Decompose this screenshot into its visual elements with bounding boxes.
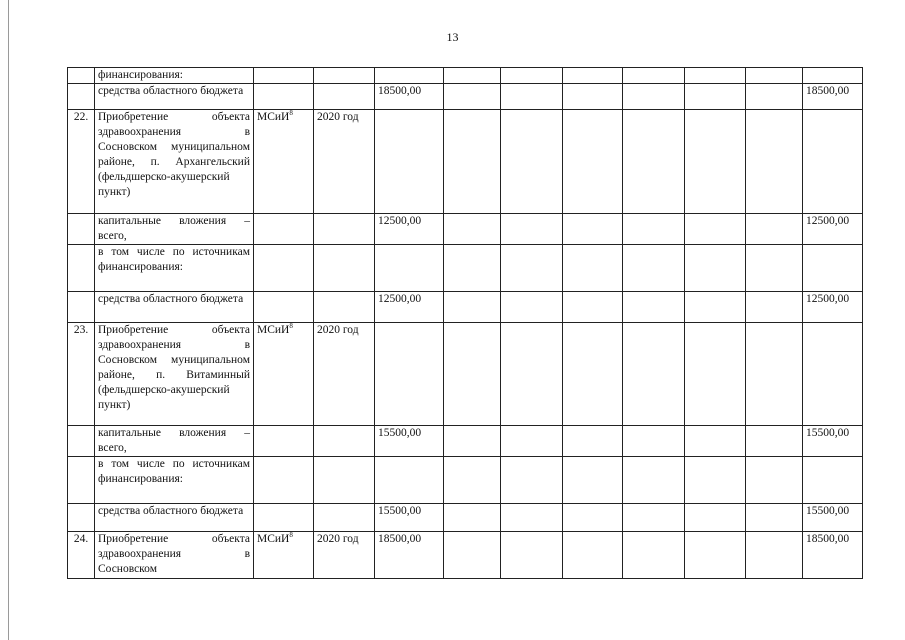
executor-cell (254, 457, 314, 504)
executor-footnote-mark: 8 (289, 531, 293, 540)
empty-cell (746, 457, 803, 504)
item-name-cell: средства областного бюджета (95, 504, 254, 532)
empty-cell (444, 532, 501, 579)
empty-cell (501, 110, 563, 214)
year-cell (314, 292, 375, 323)
empty-cell (563, 426, 623, 457)
empty-cell (444, 245, 501, 292)
table-row (68, 245, 863, 292)
empty-cell (746, 292, 803, 323)
empty-cell (563, 245, 623, 292)
empty-cell (623, 214, 685, 245)
year-cell: 2020 год (314, 532, 375, 579)
amount-cell: 18500,00 (375, 532, 444, 579)
amount-cell (375, 323, 444, 426)
empty-cell (444, 426, 501, 457)
executor-text: МСиИ (257, 111, 290, 123)
item-name-cell: средства областного бюджета (95, 84, 254, 110)
item-name-cell: Приобретение объекта здравоохранения в Сосновском муниципальном районе, п. Витаминный (фельдшерско-акушерский пункт) (95, 323, 254, 426)
empty-cell (746, 504, 803, 532)
empty-cell (444, 68, 501, 84)
total-cell: 18500,00 (803, 532, 863, 579)
empty-cell (501, 426, 563, 457)
table-row (68, 84, 863, 110)
amount-cell: 15500,00 (375, 426, 444, 457)
table-row (68, 457, 863, 504)
empty-cell (685, 292, 746, 323)
empty-cell (623, 292, 685, 323)
empty-cell (623, 84, 685, 110)
item-name-cell: капитальные вложения – всего, (95, 214, 254, 245)
empty-cell (685, 214, 746, 245)
executor-footnote-mark: 8 (289, 109, 293, 118)
row-number-cell (68, 68, 95, 84)
empty-cell (444, 504, 501, 532)
empty-cell (685, 457, 746, 504)
empty-cell (501, 84, 563, 110)
empty-cell (501, 532, 563, 579)
executor-cell (254, 245, 314, 292)
year-cell (314, 457, 375, 504)
total-cell (803, 68, 863, 84)
empty-cell (685, 245, 746, 292)
row-number-cell (68, 457, 95, 504)
executor-cell (254, 214, 314, 245)
year-cell (314, 214, 375, 245)
item-name-cell: капитальные вложения – всего, (95, 426, 254, 457)
empty-cell (501, 504, 563, 532)
table-row (68, 110, 863, 214)
empty-cell (501, 323, 563, 426)
amount-cell: 15500,00 (375, 504, 444, 532)
amount-cell (375, 68, 444, 84)
empty-cell (746, 84, 803, 110)
table-row (68, 323, 863, 426)
total-cell: 18500,00 (803, 84, 863, 110)
executor-cell (254, 110, 314, 214)
executor-cell (254, 426, 314, 457)
empty-cell (501, 214, 563, 245)
empty-cell (685, 532, 746, 579)
empty-cell (501, 68, 563, 84)
empty-cell (444, 292, 501, 323)
empty-cell (563, 84, 623, 110)
row-number-cell (68, 426, 95, 457)
empty-cell (685, 504, 746, 532)
empty-cell (685, 68, 746, 84)
total-cell: 12500,00 (803, 292, 863, 323)
total-cell: 12500,00 (803, 214, 863, 245)
executor-cell (254, 84, 314, 110)
empty-cell (501, 245, 563, 292)
table-row (68, 292, 863, 323)
empty-cell (563, 110, 623, 214)
empty-cell (563, 457, 623, 504)
row-number-cell (68, 214, 95, 245)
executor-footnote-mark: 8 (289, 322, 293, 331)
page-number: 13 (446, 30, 459, 44)
empty-cell (501, 292, 563, 323)
empty-cell (444, 457, 501, 504)
empty-cell (563, 532, 623, 579)
empty-cell (563, 323, 623, 426)
empty-cell (444, 214, 501, 245)
empty-cell (623, 323, 685, 426)
executor-text: МСиИ (257, 533, 290, 545)
empty-cell (746, 68, 803, 84)
empty-cell (623, 68, 685, 84)
table-row (68, 68, 863, 84)
executor-text: МСиИ (257, 324, 290, 336)
empty-cell (685, 323, 746, 426)
total-cell: 15500,00 (803, 426, 863, 457)
year-cell (314, 426, 375, 457)
amount-cell (375, 245, 444, 292)
row-number-cell: 23. (68, 323, 95, 426)
year-cell (314, 68, 375, 84)
empty-cell (746, 245, 803, 292)
total-cell (803, 323, 863, 426)
empty-cell (685, 110, 746, 214)
amount-cell: 18500,00 (375, 84, 444, 110)
empty-cell (746, 110, 803, 214)
row-number-cell (68, 245, 95, 292)
year-cell: 2020 год (314, 110, 375, 214)
page-left-edge (8, 0, 9, 640)
amount-cell: 12500,00 (375, 214, 444, 245)
empty-cell (623, 110, 685, 214)
item-name-cell: средства областного бюджета (95, 292, 254, 323)
executor-cell (254, 292, 314, 323)
amount-cell (375, 110, 444, 214)
executor-cell (254, 504, 314, 532)
total-cell: 15500,00 (803, 504, 863, 532)
table-row (68, 214, 863, 245)
table-row (68, 532, 863, 579)
empty-cell (746, 214, 803, 245)
executor-cell (254, 323, 314, 426)
empty-cell (623, 426, 685, 457)
year-cell (314, 84, 375, 110)
empty-cell (563, 504, 623, 532)
empty-cell (563, 214, 623, 245)
empty-cell (444, 323, 501, 426)
empty-cell (623, 245, 685, 292)
table-row (68, 504, 863, 532)
item-name-cell: в том числе по источникам финансирования: (95, 457, 254, 504)
item-name-cell: Приобретение объекта здравоохранения в Сосновском муниципальном районе, п. Архангельский (фельдшерско-акушерский пункт) (95, 110, 254, 214)
empty-cell (685, 426, 746, 457)
empty-cell (623, 504, 685, 532)
year-cell (314, 245, 375, 292)
empty-cell (444, 110, 501, 214)
empty-cell (623, 532, 685, 579)
total-cell (803, 457, 863, 504)
executor-cell (254, 68, 314, 84)
row-number-cell (68, 504, 95, 532)
empty-cell (746, 323, 803, 426)
total-cell (803, 110, 863, 214)
empty-cell (685, 84, 746, 110)
amount-cell (375, 457, 444, 504)
executor-cell (254, 532, 314, 579)
total-cell (803, 245, 863, 292)
row-number-cell (68, 84, 95, 110)
item-name-cell: Приобретение объекта здравоохранения в Сосновском (95, 532, 254, 579)
empty-cell (501, 457, 563, 504)
item-name-cell: в том числе по источникам финансирования: (95, 245, 254, 292)
empty-cell (563, 68, 623, 84)
empty-cell (746, 532, 803, 579)
empty-cell (623, 457, 685, 504)
item-name-cell: финансирования: (95, 68, 254, 84)
year-cell (314, 504, 375, 532)
empty-cell (444, 84, 501, 110)
financing-table (67, 67, 863, 579)
row-number-cell: 24. (68, 532, 95, 579)
year-cell: 2020 год (314, 323, 375, 426)
amount-cell: 12500,00 (375, 292, 444, 323)
row-number-cell: 22. (68, 110, 95, 214)
table-row (68, 426, 863, 457)
row-number-cell (68, 292, 95, 323)
empty-cell (746, 426, 803, 457)
empty-cell (563, 292, 623, 323)
